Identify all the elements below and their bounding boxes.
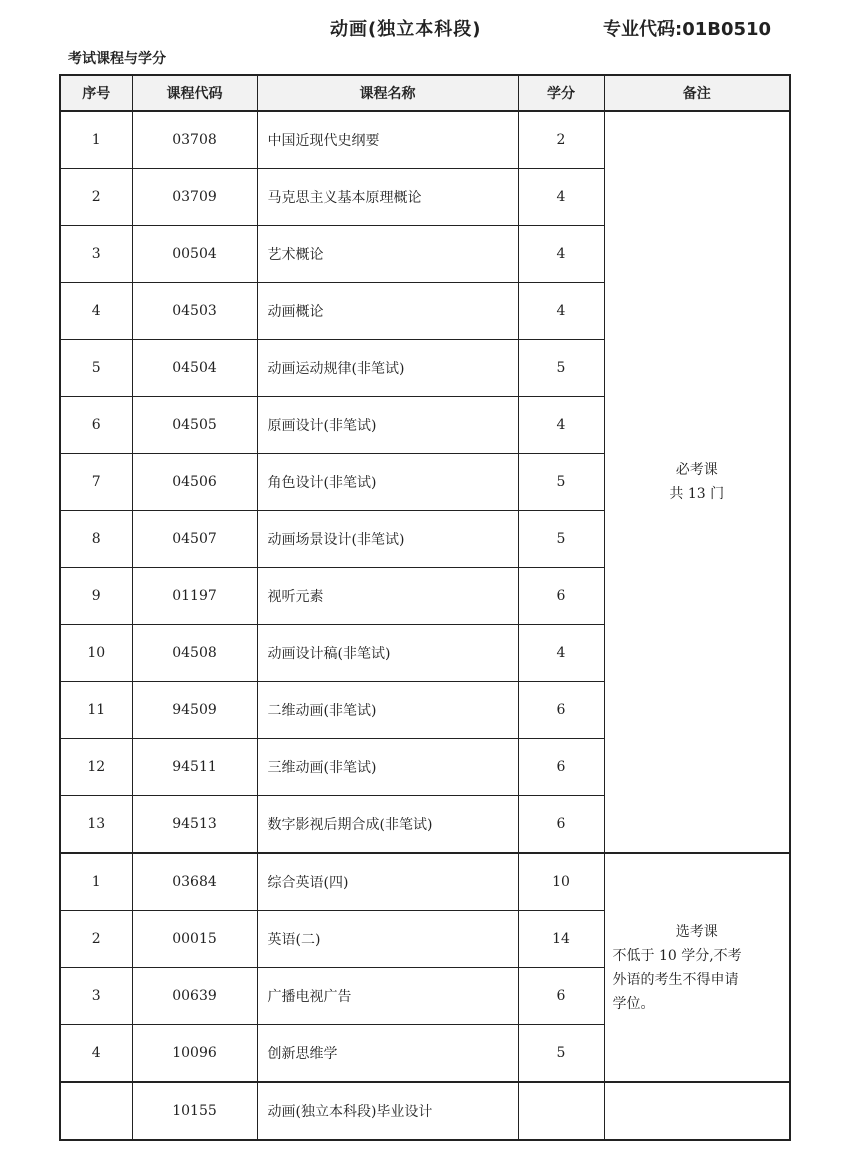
row-number-cell: 5 bbox=[60, 340, 132, 397]
row-number-cell: 13 bbox=[60, 796, 132, 854]
course-name-cell: 马克思主义基本原理概论 bbox=[257, 169, 518, 226]
col-header-credit: 学分 bbox=[518, 75, 604, 111]
elective-note-cell-line: 外语的考生不得申请 bbox=[612, 971, 739, 988]
credit-cell: 4 bbox=[518, 625, 604, 682]
credit-cell: 6 bbox=[518, 739, 604, 796]
row-number-cell: 7 bbox=[60, 454, 132, 511]
course-name-cell: 角色设计(非笔试) bbox=[257, 454, 518, 511]
credit-cell: 6 bbox=[518, 968, 604, 1025]
course-name-cell: 艺术概论 bbox=[257, 226, 518, 283]
credit-cell: 5 bbox=[518, 511, 604, 568]
course-code-cell: 04505 bbox=[132, 397, 257, 454]
table-row-final bbox=[60, 1082, 790, 1140]
course-code-cell: 04507 bbox=[132, 511, 257, 568]
row-number-cell bbox=[60, 1082, 132, 1140]
course-code-cell: 10155 bbox=[132, 1082, 257, 1140]
course-code-cell: 00504 bbox=[132, 226, 257, 283]
course-code-cell: 04506 bbox=[132, 454, 257, 511]
course-code-cell: 94509 bbox=[132, 682, 257, 739]
course-code-cell: 04508 bbox=[132, 625, 257, 682]
elective-note-cell-line: 学位。 bbox=[612, 995, 655, 1012]
course-code-cell: 03684 bbox=[132, 853, 257, 911]
course-code-cell: 10096 bbox=[132, 1025, 257, 1083]
course-name-cell: 动画运动规律(非笔试) bbox=[257, 340, 518, 397]
elective-note-cell-line: 选考课 bbox=[675, 923, 718, 940]
credit-cell: 4 bbox=[518, 169, 604, 226]
row-number-cell: 12 bbox=[60, 739, 132, 796]
course-code-cell: 94511 bbox=[132, 739, 257, 796]
col-header-code: 课程代码 bbox=[132, 75, 257, 111]
row-number-cell: 9 bbox=[60, 568, 132, 625]
course-code-cell: 04504 bbox=[132, 340, 257, 397]
course-name-cell: 英语(二) bbox=[257, 911, 518, 968]
row-number-cell: 2 bbox=[60, 911, 132, 968]
table-row bbox=[60, 111, 790, 169]
required-note-cell-line: 必考课 bbox=[675, 462, 718, 478]
credit-cell: 4 bbox=[518, 397, 604, 454]
credit-cell: 2 bbox=[518, 111, 604, 169]
course-name-cell: 动画概论 bbox=[257, 283, 518, 340]
row-number-cell: 3 bbox=[60, 968, 132, 1025]
course-name-cell: 动画(独立本科段)毕业设计 bbox=[257, 1082, 518, 1140]
course-code-cell: 00015 bbox=[132, 911, 257, 968]
credit-cell: 6 bbox=[518, 568, 604, 625]
course-code-cell: 00639 bbox=[132, 968, 257, 1025]
credit-cell: 4 bbox=[518, 226, 604, 283]
col-header-no: 序号 bbox=[60, 75, 132, 111]
credit-cell: 14 bbox=[518, 911, 604, 968]
row-number-cell: 3 bbox=[60, 226, 132, 283]
row-number-cell: 4 bbox=[60, 1025, 132, 1083]
row-number-cell: 10 bbox=[60, 625, 132, 682]
required-note-cell bbox=[604, 111, 790, 853]
credit-cell bbox=[518, 1082, 604, 1140]
credit-cell: 5 bbox=[518, 340, 604, 397]
row-number-cell: 6 bbox=[60, 397, 132, 454]
course-code-cell: 04503 bbox=[132, 283, 257, 340]
elective-note-cell bbox=[604, 853, 790, 1082]
table-header-row bbox=[60, 75, 790, 111]
course-name-cell: 综合英语(四) bbox=[257, 853, 518, 911]
row-number-cell: 2 bbox=[60, 169, 132, 226]
course-table bbox=[59, 74, 791, 1141]
section-subtitle: 考试课程与学分 bbox=[68, 51, 166, 67]
credit-cell: 4 bbox=[518, 283, 604, 340]
course-name-cell: 动画设计稿(非笔试) bbox=[257, 625, 518, 682]
course-name-cell: 广播电视广告 bbox=[257, 968, 518, 1025]
row-number-cell: 4 bbox=[60, 283, 132, 340]
course-name-cell: 二维动画(非笔试) bbox=[257, 682, 518, 739]
elective-note-cell-line: 不低于 10 学分,不考 bbox=[612, 947, 742, 964]
required-note-cell-line: 共 13 门 bbox=[669, 486, 725, 502]
course-name-cell: 视听元素 bbox=[257, 568, 518, 625]
col-header-name: 课程名称 bbox=[257, 75, 518, 111]
credit-cell: 5 bbox=[518, 454, 604, 511]
note-cell-empty bbox=[604, 1082, 790, 1140]
page-title: 动画(独立本科段) bbox=[330, 19, 482, 40]
row-number-cell: 1 bbox=[60, 853, 132, 911]
credit-cell: 10 bbox=[518, 853, 604, 911]
course-code-cell: 03708 bbox=[132, 111, 257, 169]
credit-cell: 6 bbox=[518, 796, 604, 854]
course-name-cell: 数字影视后期合成(非笔试) bbox=[257, 796, 518, 854]
course-name-cell: 原画设计(非笔试) bbox=[257, 397, 518, 454]
course-name-cell: 中国近现代史纲要 bbox=[257, 111, 518, 169]
table-row bbox=[60, 853, 790, 911]
course-name-cell: 动画场景设计(非笔试) bbox=[257, 511, 518, 568]
major-code: 专业代码:01B0510 bbox=[603, 19, 772, 40]
course-name-cell: 三维动画(非笔试) bbox=[257, 739, 518, 796]
course-name-cell: 创新思维学 bbox=[257, 1025, 518, 1083]
course-code-cell: 03709 bbox=[132, 169, 257, 226]
course-code-cell: 01197 bbox=[132, 568, 257, 625]
row-number-cell: 8 bbox=[60, 511, 132, 568]
row-number-cell: 1 bbox=[60, 111, 132, 169]
row-number-cell: 11 bbox=[60, 682, 132, 739]
credit-cell: 5 bbox=[518, 1025, 604, 1083]
credit-cell: 6 bbox=[518, 682, 604, 739]
course-code-cell: 94513 bbox=[132, 796, 257, 854]
col-header-note: 备注 bbox=[604, 75, 790, 111]
